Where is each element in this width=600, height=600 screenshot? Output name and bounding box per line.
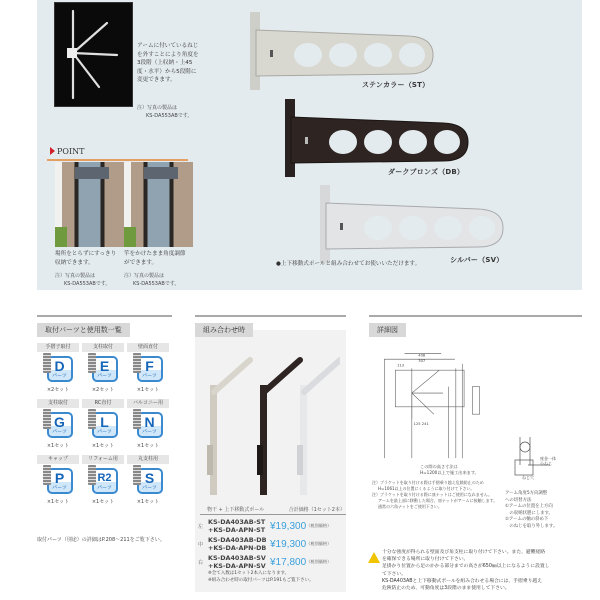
svg-text:座金一体: 座金一体 xyxy=(540,456,556,461)
part-n-icon: N パーツ xyxy=(137,412,163,438)
point-note-2: 注）写真の製品は KS-DA553ABです。 xyxy=(124,273,180,287)
combo-row: 右 KS-DA403AB-SV +KS-DA-APN-SV ¥17,800 （税別価格） xyxy=(198,554,332,570)
drawing-notes: 注）ブラケットを取り付ける際は手摺乗り越え危険防止のため H=1061以上の位置にくるように取り付けて下さい。 注）ブラケットを取り付ける際に皿ナットはご使用になれません。 アームを最上部に移動した場合、皿ナットがアームに接触します。 通常の六角ナットをご使用下さい。 xyxy=(372,480,498,509)
part-p: キャップ P パーツ ×1セット xyxy=(37,455,82,505)
part-l-icon: L パーツ xyxy=(92,412,118,438)
part-l: RC直付 L パーツ ×1セット xyxy=(82,399,127,449)
part-d-icon: D パーツ xyxy=(47,356,73,382)
part-e: 支柱取付 E パーツ ×2セット xyxy=(82,343,127,393)
svg-text:307: 307 xyxy=(418,358,426,363)
part-f: 壁面直付 F パーツ ×1セット xyxy=(127,343,172,393)
angle-photo-note: 注）写真の製品は KS-DA553ABです。 xyxy=(137,105,193,119)
part-d: 手摺子取付 D パーツ ×2セット xyxy=(37,343,82,393)
part-s: 丸支柱用 S パーツ ×1セット xyxy=(127,455,172,505)
angle-description: アームに付いているねじ を外すことにより角度を 3段階（上収納・上45 度・水平）から5段階に 変更できます。 xyxy=(137,43,199,84)
combo-table-header: 物干 + 上下移動式ポール 合計価格（1セット2本） xyxy=(207,507,345,513)
combo-table xyxy=(198,517,346,584)
combo-poles-illustration xyxy=(200,350,340,500)
triangle-icon xyxy=(50,147,55,155)
part-n: バルコニー用 N パーツ ×1セット xyxy=(127,399,172,449)
parts-section-header: 取付パーツと使用数一覧 xyxy=(37,315,172,331)
combo-row: 左 KS-DA403AB-ST +KS-DA-APN-ST ¥19,300 （税別価格） xyxy=(198,518,332,534)
part-r2-icon: R2 パーツ xyxy=(92,468,118,494)
part-f-icon: F パーツ xyxy=(137,356,163,382)
dim-408: 408 xyxy=(418,353,426,358)
combo-row: 中 KS-DA403AB-DB +KS-DA-APN-DB ¥19,300 （税別価格） xyxy=(198,536,332,552)
combo-notes: ※全て入数は1セット2本入になります。 ※組み合わせ時の取付パーツはP.191もご覧下さい。 xyxy=(208,571,314,583)
arm-joint-illustration xyxy=(510,435,570,480)
part-p-icon: P パーツ xyxy=(47,468,73,494)
part-r2: リフォーム用 R2 パーツ ×1セット xyxy=(82,455,127,505)
point-divider xyxy=(47,159,188,161)
color-label-st: ステンカラー（ST） xyxy=(362,81,430,89)
arm-stainless xyxy=(248,10,438,90)
combo-header-divider xyxy=(200,514,346,515)
arm-angles-illustration xyxy=(55,3,133,107)
point-note-1: 注）写真の製品は KS-DA553ABです。 xyxy=(55,273,111,287)
part-g-icon: G パーツ xyxy=(47,412,73,438)
warning-icon xyxy=(368,552,380,563)
drawing-caption: この間の高さ寸法は H=1200以上で施工出来ます。 xyxy=(420,464,479,475)
point-heading: POINT xyxy=(50,147,84,156)
svg-text:125 241: 125 241 xyxy=(413,422,429,427)
point-caption-2: 竿をかけたまま角度調節 ができます。 xyxy=(124,251,186,266)
point-caption-1: 場所をとらずにすっきり 収納できます。 xyxy=(55,251,117,266)
angle-adjust-photo xyxy=(54,2,133,107)
combo-note-text: ●上下移動式ポールと組み合わせてお使いいただけます。 xyxy=(276,261,421,267)
detail-section-header: 詳細図 xyxy=(369,315,582,331)
part-s-icon: S パーツ xyxy=(137,468,163,494)
combo-section-header: 組み合わせ時 xyxy=(195,315,346,331)
arm-adjust-instructions: アーム角度5方向調整 への切替方法 ①アームの位置を上方向 の収納状態にします。 ②アームの軸の斜め下 のねじを取り外します。 xyxy=(505,491,558,529)
arm-silver xyxy=(318,183,508,263)
part-g: 支柱取付 G パーツ ×1セット xyxy=(37,399,82,449)
dimension-drawing xyxy=(372,350,492,460)
svg-text:ねじ穴: ねじ穴 xyxy=(522,475,534,480)
point-photo-adjust xyxy=(124,162,193,247)
parts-footnote: 取付パーツ（別途）の詳細はP.208～211をご覧下さい。 xyxy=(37,537,165,543)
color-label-db: ダークブロンズ（DB） xyxy=(388,168,465,176)
parts-grid xyxy=(37,343,177,505)
svg-text:113: 113 xyxy=(397,363,405,368)
svg-text:小ねじ: 小ねじ xyxy=(540,461,552,466)
warning-text: 十分な強度が得られる壁面及び角支柱に取り付けて下さい。また、避難経路 を確保できる場所に取り付けて下さい。 足掛かり位置から足のかかる部分までの高さが650㎜以上になるように設置し て下さい。 KS-DA403ABと上下移動式ポールを組み合わせる場合には、手摺乗り越え 危険防止のため、可動角度は3段階のまま使用して下さい。 xyxy=(382,550,550,592)
arm-dark-bronze xyxy=(283,97,473,177)
part-e-icon: E パーツ xyxy=(92,356,118,382)
point-photo-stored xyxy=(55,162,124,247)
color-label-sv: シルバー（SV） xyxy=(450,256,504,264)
